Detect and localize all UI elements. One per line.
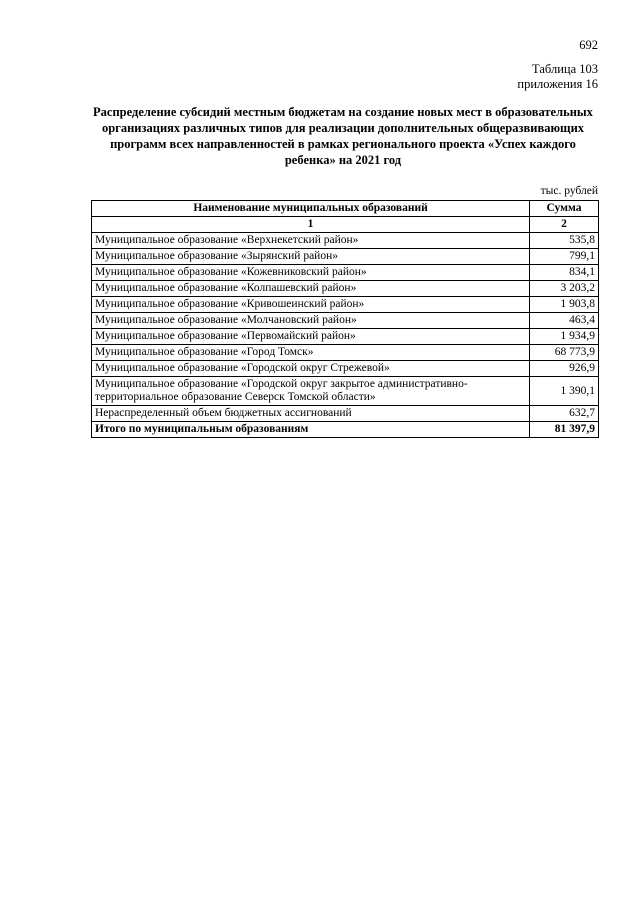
units-label: тыс. рублей (540, 185, 598, 197)
subsidy-amount: 68 773,9 (530, 345, 599, 361)
page-number: 692 (579, 38, 598, 52)
municipality-name: Муниципальное образование «Колпашевский район» (92, 281, 530, 297)
subsidy-table (91, 200, 599, 438)
table-row (92, 281, 599, 297)
subsidy-amount: 3 203,2 (530, 281, 599, 297)
municipality-name: Нераспределенный объем бюджетных ассигнований (92, 406, 530, 422)
table-row (92, 361, 599, 377)
table-row (92, 249, 599, 265)
table-number: Таблица 103 (532, 62, 598, 76)
table-row (92, 297, 599, 313)
municipality-name: Муниципальное образование «Зырянский район» (92, 249, 530, 265)
municipality-name: Муниципальное образование «Городской округ Стрежевой» (92, 361, 530, 377)
subsidy-amount: 1 934,9 (530, 329, 599, 345)
municipality-name: Муниципальное образование «Первомайский район» (92, 329, 530, 345)
subsidy-amount: 799,1 (530, 249, 599, 265)
municipality-name: Муниципальное образование «Молчановский район» (92, 313, 530, 329)
subsidy-amount: 1 390,1 (530, 377, 599, 406)
table-row (92, 233, 599, 249)
table-row (92, 265, 599, 281)
total-row (92, 422, 599, 438)
table-row (92, 406, 599, 422)
table-row (92, 377, 599, 406)
subsidy-amount: 834,1 (530, 265, 599, 281)
header-sum: Сумма (530, 201, 599, 217)
column-number-name: 1 (92, 217, 530, 233)
municipality-name: Муниципальное образование «Городской округ закрытое административно-территориальное образование Северск Томской области» (92, 377, 530, 406)
municipality-name: Муниципальное образование «Верхнекетский район» (92, 233, 530, 249)
header-name: Наименование муниципальных образований (92, 201, 530, 217)
document-title: Распределение субсидий местным бюджетам на создание новых мест в образовательных организациях различных типов для реализации дополнительных общеразвивающих программ всех направленностей в рамках регионального проекта «Успех каждого ребенка» на 2021 год (93, 105, 593, 167)
total-label: Итого по муниципальным образованиям (92, 422, 530, 438)
table-row (92, 313, 599, 329)
total-amount: 81 397,9 (530, 422, 599, 438)
table-reference (517, 62, 598, 92)
column-number-row (92, 217, 599, 233)
municipality-name: Муниципальное образование «Город Томск» (92, 345, 530, 361)
table-row (92, 345, 599, 361)
column-number-sum: 2 (530, 217, 599, 233)
table-row (92, 329, 599, 345)
subsidy-amount: 463,4 (530, 313, 599, 329)
municipality-name: Муниципальное образование «Кожевниковский район» (92, 265, 530, 281)
appendix-number: приложения 16 (517, 77, 598, 91)
municipality-name: Муниципальное образование «Кривошеинский район» (92, 297, 530, 313)
subsidy-amount: 1 903,8 (530, 297, 599, 313)
subsidy-amount: 535,8 (530, 233, 599, 249)
subsidy-amount: 632,7 (530, 406, 599, 422)
subsidy-amount: 926,9 (530, 361, 599, 377)
header-row (92, 201, 599, 217)
